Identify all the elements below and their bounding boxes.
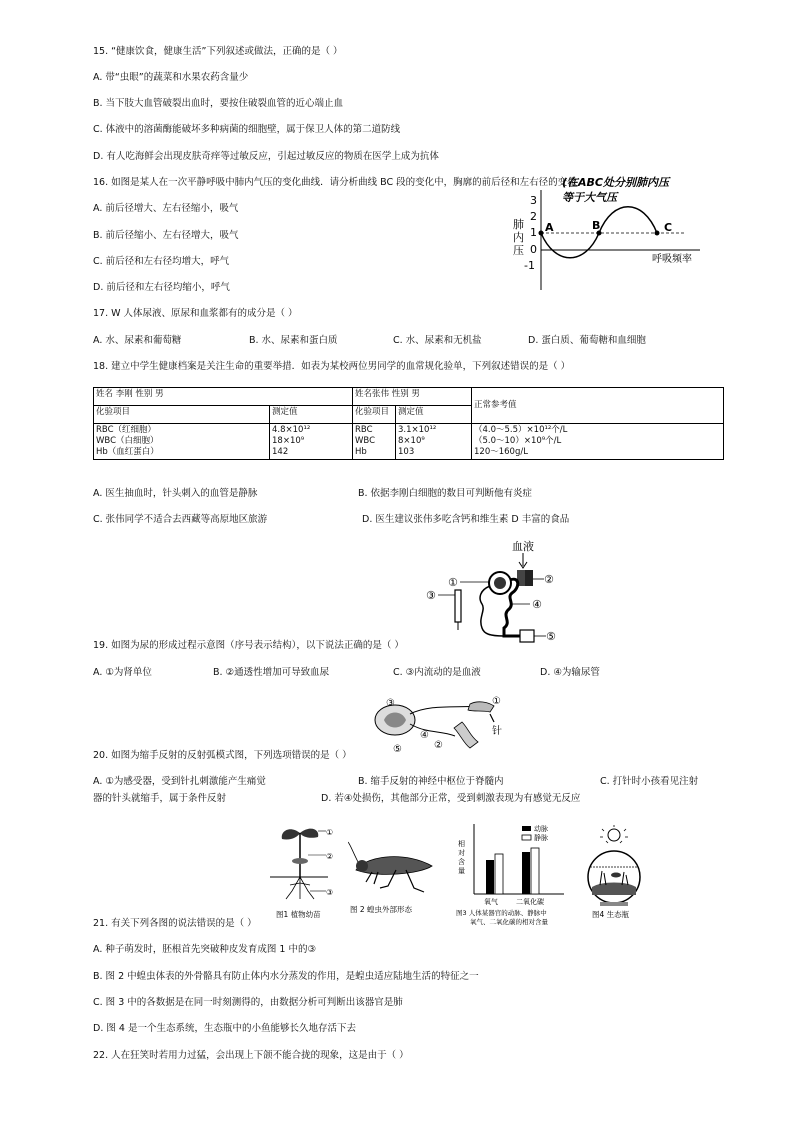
q18-item-header-1: 化验项目 <box>94 406 270 424</box>
q19-option-b: B. ②通透性增加可导致血尿 <box>213 667 330 678</box>
q18-option-a: A. 医生抽血时，针头刺入的血管是静脉 <box>93 488 258 499</box>
q21-fig4-caption: 图4 生态瓶 <box>592 910 630 919</box>
q18-value-header-1: 测定值 <box>270 406 353 424</box>
q21-fig3-ylabel-2: 对 <box>458 849 465 857</box>
q15-stem: 15. “健康饮食，健康生活”下列叙述或做法，正确的是（ ） <box>93 46 343 57</box>
q18-stem: 18. 建立中学生健康档案是关注生命的重要举措．如表为某校两位男同学的血常规化验单，下列叙述错误的是（ ） <box>93 361 571 372</box>
q19-collecting-tube <box>455 590 461 622</box>
q17-option-d: D. 蛋白质、葡萄糖和血细胞 <box>528 335 646 346</box>
q16-graph-note-2: 等于大气压 <box>562 191 617 204</box>
q21-fig3-bar-oxygen-vein <box>495 854 503 894</box>
q21-option-b: B. 图 2 中蝗虫体表的外骨骼具有防止体内水分蒸发的作用，是蝗虫适应陆地生活的特征之一 <box>93 971 479 982</box>
q21-fig4-sediment <box>592 883 636 896</box>
q19-option-a: A. ①为肾单位 <box>93 667 152 678</box>
q19-blood-label: 血液 <box>512 540 534 553</box>
q21-fig1-seedling <box>270 825 340 920</box>
q18-patient2-header: 姓名张伟 性别 男 <box>353 388 472 406</box>
q21-fig4-sun <box>608 829 620 841</box>
q20-option-a: A. ①为感受器，受到针扎刺激能产生痛觉 <box>93 776 266 787</box>
q15-option-d: D. 有人吃海鲜会出现皮肤奇痒等过敏反应，引起过敏反应的物质在医学上成为抗体 <box>93 151 439 162</box>
q19-vein <box>525 570 533 586</box>
q18-item-header-2: 化验项目 <box>353 406 396 424</box>
q19-outlet-tube <box>520 630 534 642</box>
q18-values-1: 4.8×10¹² 18×10⁹ 142 <box>270 424 353 460</box>
q18-option-d: D. 医生建议张伟多吃含钙和维生素 D 丰富的食品 <box>362 514 570 525</box>
q19-option-c: C. ③内流动的是血液 <box>393 667 481 678</box>
q18-ref-values: （4.0～5.5）×10¹²个/L （5.0～10）×10⁹个/L 120～160g/L <box>472 424 724 460</box>
q21-option-d: D. 图 4 是一个生态系统，生态瓶中的小鱼能够长久地存活下去 <box>93 1023 356 1034</box>
q18-items-2: RBC WBC Hb <box>353 424 396 460</box>
q16-ylabel-3: 压 <box>513 244 524 257</box>
q21-fig4-base <box>600 902 628 906</box>
q21-fig4-fish <box>611 873 621 878</box>
q18-blood-test-table <box>93 387 724 460</box>
q21-fig3-legend-artery: 动脉 <box>534 825 548 833</box>
q16-xlabel: 呼吸频率 <box>652 254 692 265</box>
q16-option-b: B. 前后径缩小、左右径增大，吸气 <box>93 230 239 241</box>
q18-option-b: B. 依据李刚白细胞的数目可判断他有炎症 <box>358 488 533 499</box>
q21-fig3-category-oxygen: 氧气 <box>484 898 498 906</box>
q21-option-c: C. 图 3 中的各数据是在同一时刻测得的，由数据分析可判断出该器官是肺 <box>93 997 403 1008</box>
q21-fig4-sun-rays <box>600 825 628 843</box>
q21-fig3-bar-co2-vein <box>531 848 539 894</box>
q21-fig3-legend-artery-swatch <box>522 826 531 831</box>
q21-fig3-bar-chart <box>452 820 577 930</box>
q20-option-c-line1: C. 打针时小孩看见注射 <box>600 776 699 787</box>
q19-capsule-inner <box>494 577 506 589</box>
q21-fig4-eco-bottle <box>582 825 647 920</box>
q20-efferent-nerve <box>410 724 455 736</box>
q19-stem: 19. 如图为尿的形成过程示意图（序号表示结构），以下说法正确的是（ ） <box>93 640 404 651</box>
q18-patient1-header: 姓名 李刚 性别 男 <box>94 388 353 406</box>
q16-label-b: B <box>592 219 601 232</box>
q20-option-b: B. 缩手反射的神经中枢位于脊髓内 <box>358 776 504 787</box>
q21-stem: 21. 有关下列各图的说法错误的是（ ） <box>93 918 257 929</box>
q16-option-c: C. 前后径和左右径均增大，呼气 <box>93 256 230 267</box>
q19-marker-2: ② <box>544 573 554 586</box>
q21-fig1-leaf-left <box>282 829 300 839</box>
q15-option-a: A. 带“虫眼”的蔬菜和水果农药含量少 <box>93 72 249 83</box>
q17-option-a: A. 水、尿素和葡萄糖 <box>93 335 182 346</box>
q21-option-a: A. 种子萌发时，胚根首先突破种皮发育成图 1 中的③ <box>93 944 316 955</box>
q21-fig1-marker-3: ③ <box>326 888 334 897</box>
q21-fig3-ylabel-1: 相 <box>458 840 465 848</box>
q20-needle-line <box>490 714 494 722</box>
q16-ylabel-1: 肺 <box>513 218 524 231</box>
q21-fig1-roots <box>286 877 314 899</box>
q16-graph-note-1: (在ABC处分别肺内压 <box>562 176 669 189</box>
q21-fig2-antenna <box>348 842 358 862</box>
q16-label-a: A <box>545 221 554 234</box>
q20-marker-2: ② <box>434 740 443 751</box>
q20-option-c-line2: 器的针头就缩手，属于条件反射 <box>93 793 227 804</box>
q20-stem: 20. 如图为缩手反射的反射弧模式图，下列选项错误的是（ ） <box>93 750 352 761</box>
q18-ref-header: 正常参考值 <box>472 388 724 424</box>
q20-option-d: D. 若④处损伤，其他部分正常，受到刺激表现为有感觉无反应 <box>321 793 581 804</box>
q20-marker-1: ① <box>492 696 501 707</box>
q16-ylabel-2: 内 <box>513 231 524 244</box>
q21-fig1-leaf-right <box>300 829 318 838</box>
q20-needle-label: 针 <box>492 726 502 737</box>
q21-fig3-ylabel-4: 量 <box>458 867 465 875</box>
q21-fig1-marker-1: ① <box>326 828 334 837</box>
q20-marker-3: ③ <box>386 698 395 709</box>
q16-ytick-neg1: -1 <box>524 259 535 272</box>
q16-label-c: C <box>664 221 673 234</box>
q19-marker-3: ③ <box>426 589 436 602</box>
q21-fig3-legend-vein-swatch <box>522 835 531 840</box>
q21-fig3-bar-co2-artery <box>522 852 530 894</box>
q17-option-c: C. 水、尿素和无机盐 <box>393 335 482 346</box>
q16-ytick-2: 2 <box>530 210 537 223</box>
q20-marker-5: ⑤ <box>393 744 402 752</box>
q17-stem: 17. W 人体尿液、原尿和血浆都有的成分是（ ） <box>93 308 298 319</box>
q21-fig1-caption: 图1 植物幼苗 <box>276 910 321 919</box>
q16-ytick-0: 0 <box>530 243 537 256</box>
q16-point-c <box>655 231 660 236</box>
q21-fig3-category-co2: 二氧化碳 <box>516 898 544 906</box>
q16-option-d: D. 前后径和左右径均缩小，呼气 <box>93 282 230 293</box>
q19-option-d: D. ④为输尿管 <box>540 667 600 678</box>
q21-fig2-caption: 图 2 蝗虫外部形态 <box>350 905 413 914</box>
q15-option-b: B. 当下肢大血管破裂出血时，要按住破裂血管的近心端止血 <box>93 98 344 109</box>
q15-option-c: C. 体液中的溶菌酶能破坏多种病菌的细胞壁，属于保卫人体的第二道防线 <box>93 124 401 135</box>
q20-reflex-arc-diagram <box>370 690 520 752</box>
q18-values-2: 3.1×10¹² 8×10⁹ 103 <box>396 424 472 460</box>
q20-arm <box>454 722 478 748</box>
q21-fig3-bar-oxygen-artery <box>486 860 494 894</box>
q20-marker-4: ④ <box>420 730 429 741</box>
q20-finger <box>468 702 494 712</box>
q16-stem: 16. 如图是某人在一次平静呼吸中肺内气压的变化曲线．请分析曲线 BC 段的变化中，胸廓的前后径和左右径的变化 <box>93 177 577 188</box>
q18-items-1: RBC（红细胞） WBC（白细胞） Hb（血红蛋白） <box>94 424 270 460</box>
q18-value-header-2: 测定值 <box>396 406 472 424</box>
q16-point-a <box>539 231 544 236</box>
q22-stem: 22. 人在狂笑时若用力过猛，会出现上下颌不能合拢的现象，这是由于（ ） <box>93 1050 409 1061</box>
q21-fig3-caption-2: 氧气、二氧化碳的相对含量 <box>470 918 548 926</box>
q19-marker-1: ① <box>448 576 458 589</box>
q21-fig3-legend-vein: 静脉 <box>534 834 548 842</box>
q19-marker-5: ⑤ <box>546 630 556 643</box>
q21-fig1-marker-2: ② <box>326 852 334 861</box>
q19-nephron-diagram <box>420 538 570 650</box>
q21-fig3-caption-1: 图3 人体某器官的动脉、静脉中 <box>456 909 547 917</box>
q16-option-a: A. 前后径增大、左右径缩小，吸气 <box>93 203 239 214</box>
q19-marker-4: ④ <box>532 598 542 611</box>
q16-ytick-3: 3 <box>530 194 537 207</box>
q17-option-b: B. 水、尿素和蛋白质 <box>249 335 338 346</box>
q18-option-c: C. 张伟同学不适合去西藏等高原地区旅游 <box>93 514 268 525</box>
q21-fig3-ylabel-3: 含 <box>458 858 465 866</box>
q16-pressure-graph <box>510 176 710 294</box>
q16-ytick-1: 1 <box>530 226 537 239</box>
q21-fig2-locust <box>348 840 443 920</box>
q19-renal-tubule <box>504 579 520 636</box>
